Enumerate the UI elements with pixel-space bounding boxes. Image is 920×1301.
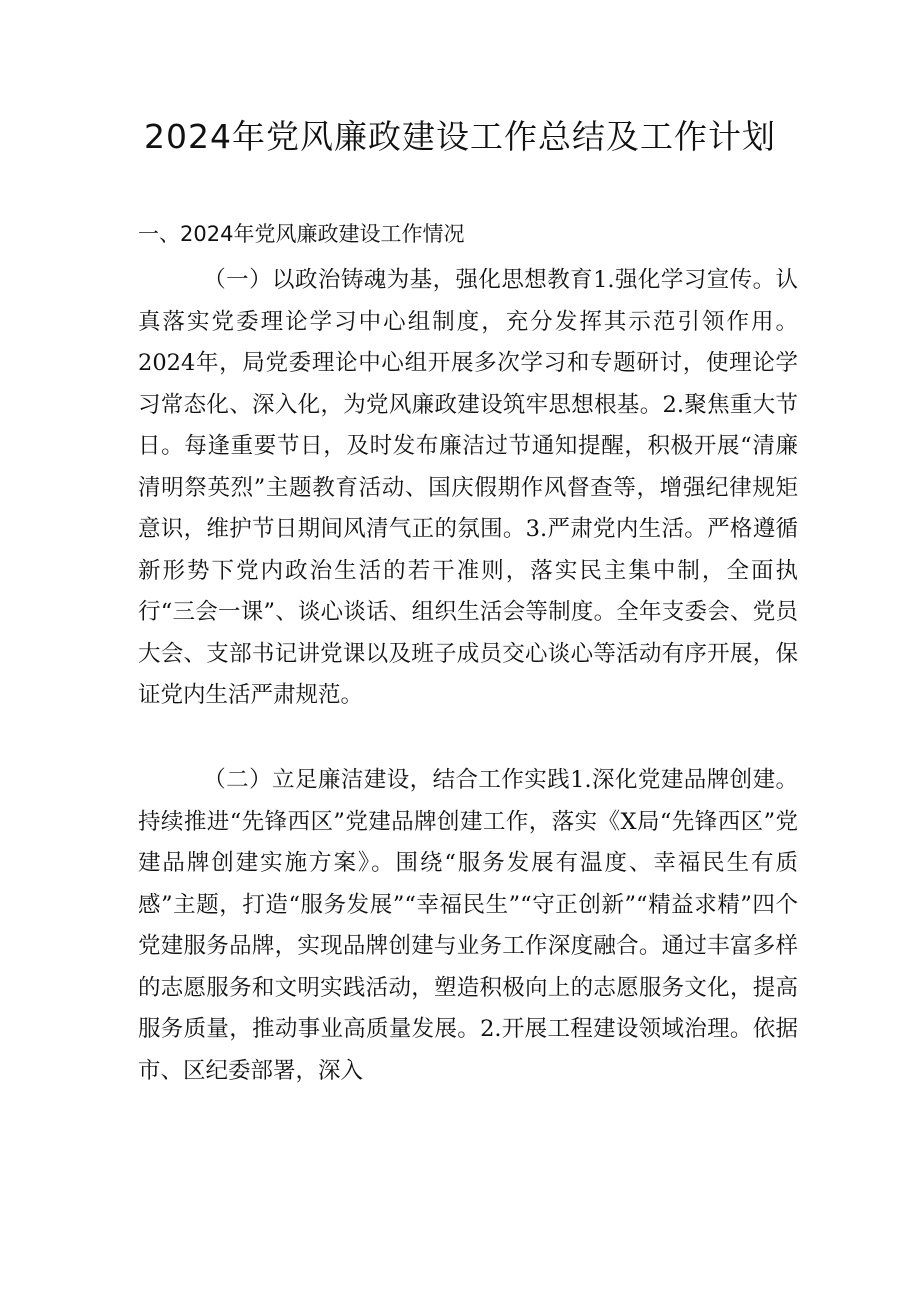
document-title: 2024年党风廉政建设工作总结及工作计划 (144, 117, 776, 156)
paragraph-integrity-building: （二）立足廉洁建设，结合工作实践1.深化党建品牌创建。持续推进“先锋西区”党建品牌创建工作，落实《X局“先锋西区”党建品牌创建实施方案》。围绕“服务发展有温度、幸福民生有质感”主题，打造“服务发展”“幸福民生”“守正创新”“精益求精”四个党建服务品牌，实现品牌创建与业务工作深度融合。通过丰富多样的志愿服务和文明实践活动，塑造积极向上的志愿服务文化，提高服务质量，推动事业高质量发展。2.开展工程建设领域治理。依据市、区纪委部署，深入 (138, 767, 798, 1084)
paragraph-political-education: （一）以政治铸魂为基，强化思想教育1.强化学习宣传。认真落实党委理论学习中心组制度，充分发挥其示范引领作用。2024年，局党委理论中心组开展多次学习和专题研讨，使理论学习常态化、深入化，为党风廉政建设筑牢思想根基。2.聚焦重大节日。每逢重要节日，及时发布廉洁过节通知提醒，积极开展“清廉清明祭英烈”主题教育活动、国庆假期作风督查等，增强纪律规矩意识，维护节日期间风清气正的氛围。3.严肃党内生活。严格遵循新形势下党内政治生活的若干准则，落实民主集中制，全面执行“三会一课”、谈心谈话、组织生活会等制度。全年支委会、党员大会、支部书记讲党课以及班子成员交心谈心等活动有序开展，保证党内生活严肃规范。 (138, 267, 798, 708)
section-heading: 一、2024年党风廉政建设工作情况 (138, 222, 465, 246)
